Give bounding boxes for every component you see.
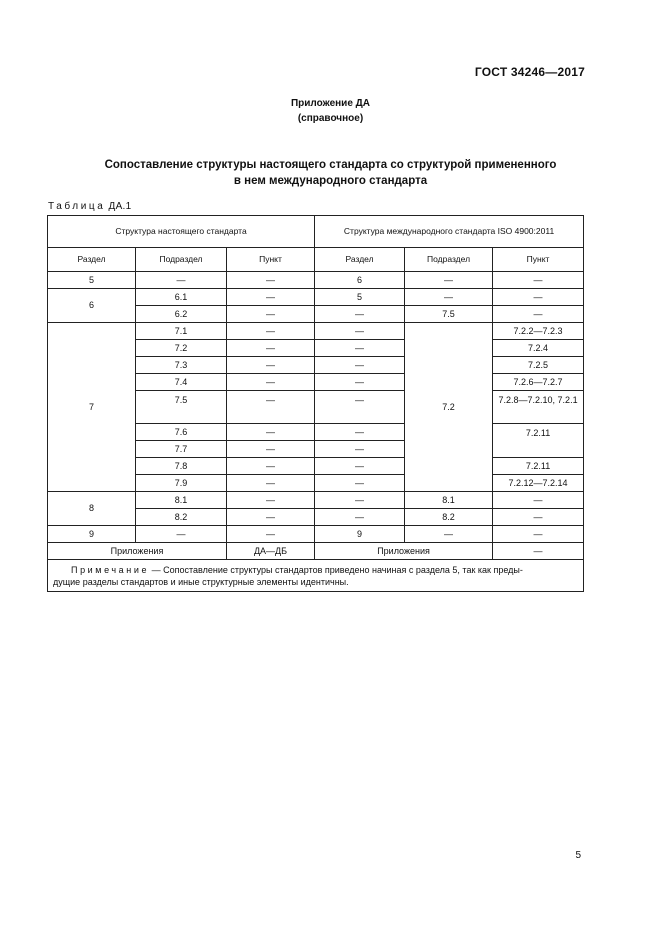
cell: — (227, 323, 315, 340)
cell: — (227, 391, 315, 424)
cell: — (227, 272, 315, 289)
column-header: Пункт (493, 248, 584, 272)
cell: — (493, 526, 584, 543)
cell: — (227, 526, 315, 543)
cell: — (315, 374, 405, 391)
table-row (48, 323, 584, 340)
cell: — (227, 357, 315, 374)
cell: 8.2 (136, 509, 227, 526)
cell: — (227, 306, 315, 323)
cell: — (227, 441, 315, 458)
table-caption-number: ДА.1 (108, 201, 132, 212)
note-line-1 (53, 564, 578, 576)
appendix-name: Приложение ДА (290, 98, 371, 109)
cell: — (315, 509, 405, 526)
table-caption (48, 201, 132, 212)
column-header: Раздел (48, 248, 136, 272)
table-row (48, 492, 584, 509)
column-header: Подраздел (136, 248, 227, 272)
cell: — (493, 289, 584, 306)
page-number: 5 (575, 850, 581, 861)
cell: 7.4 (136, 374, 227, 391)
cell: — (493, 492, 584, 509)
cell: — (405, 289, 493, 306)
cell: 7.3 (136, 357, 227, 374)
cell: — (315, 357, 405, 374)
cell: 7.2.8—7.2.10, 7.2.1 (493, 391, 584, 424)
cell: — (315, 424, 405, 441)
cell: — (315, 458, 405, 475)
cell: — (227, 458, 315, 475)
note-line-2: дущие разделы стандартов и иные структурные элементы идентичны. (53, 577, 349, 587)
cell: — (227, 509, 315, 526)
cell: — (315, 340, 405, 357)
cell: 7.2.5 (493, 357, 584, 374)
cell: 7.5 (405, 306, 493, 323)
cell: Приложения (315, 543, 493, 560)
cell: — (227, 374, 315, 391)
table-note (48, 560, 584, 592)
header-group-right: Структура международного стандарта ISO 4900:2011 (315, 216, 584, 248)
cell: 9 (315, 526, 405, 543)
cell: 7.6 (136, 424, 227, 441)
cell: 7.9 (136, 475, 227, 492)
cell: 6.2 (136, 306, 227, 323)
cell: 6 (315, 272, 405, 289)
comparison-table (47, 215, 584, 592)
table-row (48, 272, 584, 289)
cell: 7.5 (136, 391, 227, 424)
cell: 7.2.2—7.2.3 (493, 323, 584, 340)
table-caption-word: Таблица (48, 201, 106, 212)
cell: — (315, 475, 405, 492)
cell: Приложения (48, 543, 227, 560)
cell: 6.1 (136, 289, 227, 306)
cell: 7.2.4 (493, 340, 584, 357)
cell: — (136, 272, 227, 289)
cell: — (227, 289, 315, 306)
cell: 7.7 (136, 441, 227, 458)
cell: — (493, 272, 584, 289)
appendix-kind: (справочное) (297, 113, 364, 124)
cell: 7.2 (136, 340, 227, 357)
column-header: Подраздел (405, 248, 493, 272)
cell: 8.1 (136, 492, 227, 509)
cell: 5 (315, 289, 405, 306)
table-row (48, 289, 584, 306)
page-title (60, 157, 601, 189)
appendix-heading (0, 96, 661, 126)
cell: 7.8 (136, 458, 227, 475)
cell: — (227, 475, 315, 492)
cell: 7.2.11 (493, 458, 584, 475)
cell: — (405, 272, 493, 289)
cell: 8.2 (405, 509, 493, 526)
title-line-1: Сопоставление структуры настоящего стандарта со структурой примененного (104, 159, 557, 171)
cell: — (136, 526, 227, 543)
cell: 7.1 (136, 323, 227, 340)
cell: 6 (48, 289, 136, 323)
annex-row (48, 543, 584, 560)
cell: 5 (48, 272, 136, 289)
table-header-group-row (48, 216, 584, 248)
note-row (48, 560, 584, 592)
cell: ДА—ДБ (227, 543, 315, 560)
document-code: ГОСТ 34246—2017 (474, 65, 585, 79)
cell: — (315, 323, 405, 340)
cell: 8 (48, 492, 136, 526)
column-header: Раздел (315, 248, 405, 272)
cell: — (493, 543, 584, 560)
cell: 7.2.12—7.2.14 (493, 475, 584, 492)
header-group-left: Структура настоящего стандарта (48, 216, 315, 248)
cell: — (315, 441, 405, 458)
cell: — (315, 306, 405, 323)
cell: 7.2.6—7.2.7 (493, 374, 584, 391)
cell: 7 (48, 323, 136, 492)
title-line-2: в нем международного стандарта (233, 175, 428, 187)
note-label: Примечание (71, 565, 150, 575)
cell: 7.2 (405, 323, 493, 492)
cell: 8.1 (405, 492, 493, 509)
cell: — (315, 492, 405, 509)
table-header-row (48, 248, 584, 272)
cell: — (227, 424, 315, 441)
cell: — (227, 492, 315, 509)
cell: — (405, 526, 493, 543)
cell: — (493, 509, 584, 526)
cell: — (227, 340, 315, 357)
cell: — (315, 391, 405, 424)
column-header: Пункт (227, 248, 315, 272)
table-row (48, 526, 584, 543)
cell: 9 (48, 526, 136, 543)
note-text: — Сопоставление структуры стандартов приведено начиная с раздела 5, так как преды- (151, 565, 523, 575)
cell: — (493, 306, 584, 323)
cell: 7.2.11 (493, 424, 584, 458)
